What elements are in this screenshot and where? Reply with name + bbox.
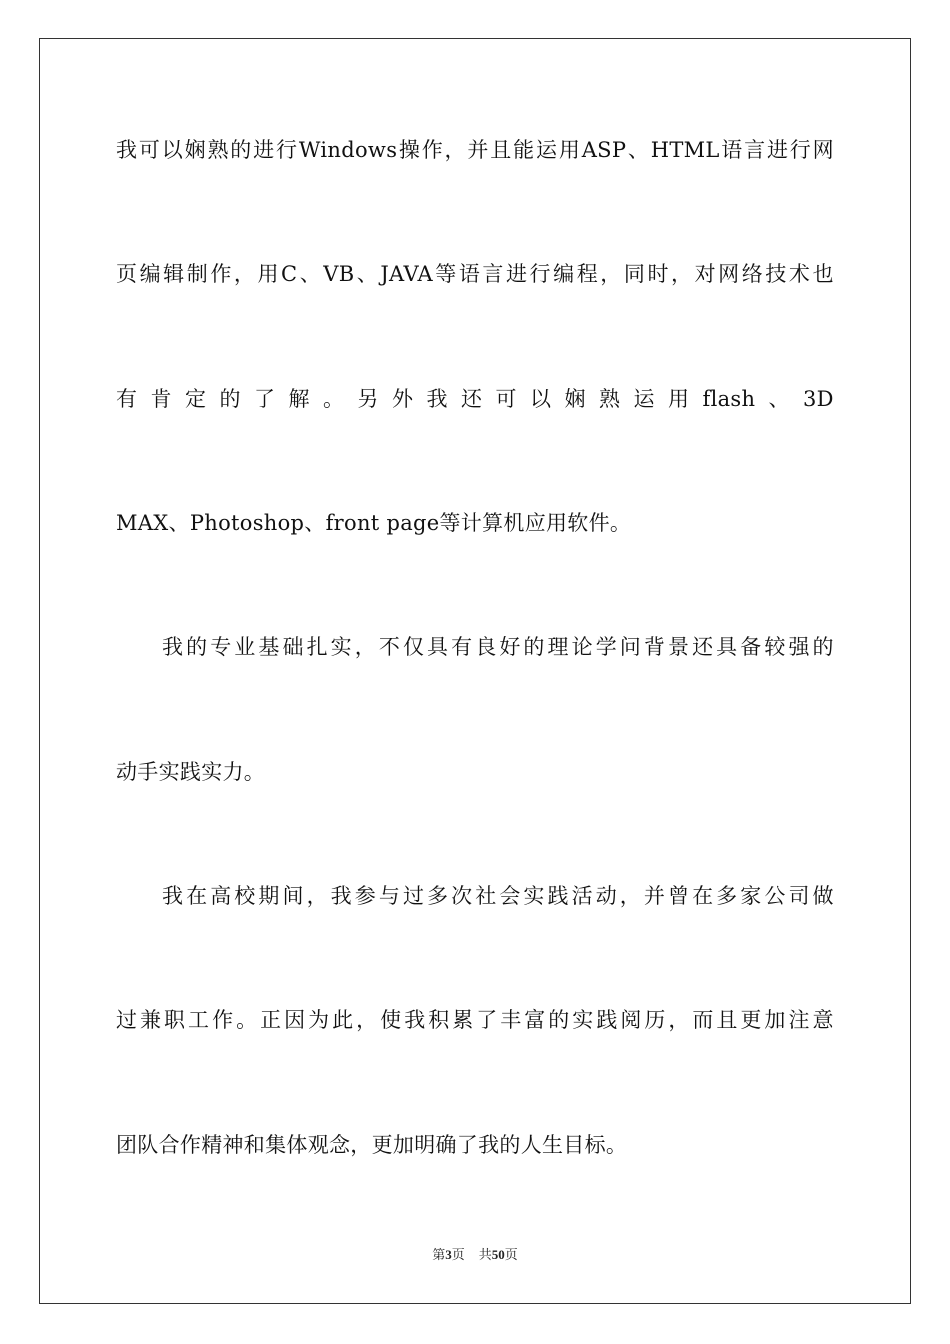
text-line-6: 动手实践实力。 <box>116 760 266 784</box>
text-line-9: 团队合作精神和集体观念，更加明确了我的人生目标。 <box>116 1133 628 1157</box>
footer-page-prefix: 第 <box>432 1247 446 1262</box>
text-line-5: 我 的 专 业 基 础 扎 实 ， 不 仅 具 有 良 好 的 理 论 学 问 背 景 还 具 备 较 强 的 <box>162 635 834 659</box>
text-line-7: 我 在 高 校 期 间 ， 我 参 与 过 多 次 社 会 实 践 活 动 ， 并 曾 在 多 家 公 司 做 <box>162 884 834 908</box>
page-footer <box>0 1246 950 1264</box>
footer-total-suffix: 页 <box>504 1247 518 1262</box>
text-line-4: MAX、Photoshop、front page等计算机应用软件。 <box>116 511 632 535</box>
text-line-1: 我 可 以 娴 熟 的 进 行 Windows 操 作 ， 并 且 能 运 用 ASP 、 HTML 语 言 进 行 网 <box>116 138 834 162</box>
text-line-8: 过 兼 职 工 作 。 正 因 为 此 ， 使 我 积 累 了 丰 富 的 实 践 阅 历 ， 而 且 更 加 注 意 <box>116 1008 834 1032</box>
footer-page-total: 50 <box>491 1247 505 1262</box>
footer-page-suffix: 页 <box>451 1247 465 1262</box>
text-line-3: 有 肯 定 的 了 解 。 另 外 我 还 可 以 娴 熟 运 用 flash 、 3D <box>116 387 834 411</box>
footer-page-current: 3 <box>445 1247 452 1262</box>
footer-total-prefix: 共 <box>478 1247 492 1262</box>
page-border <box>39 38 911 1304</box>
text-line-2: 页 编 辑 制 作 ， 用 C 、 VB 、 JAVA 等 语 言 进 行 编 程 ， 同 时 ， 对 网 络 技 术 也 <box>116 262 834 286</box>
